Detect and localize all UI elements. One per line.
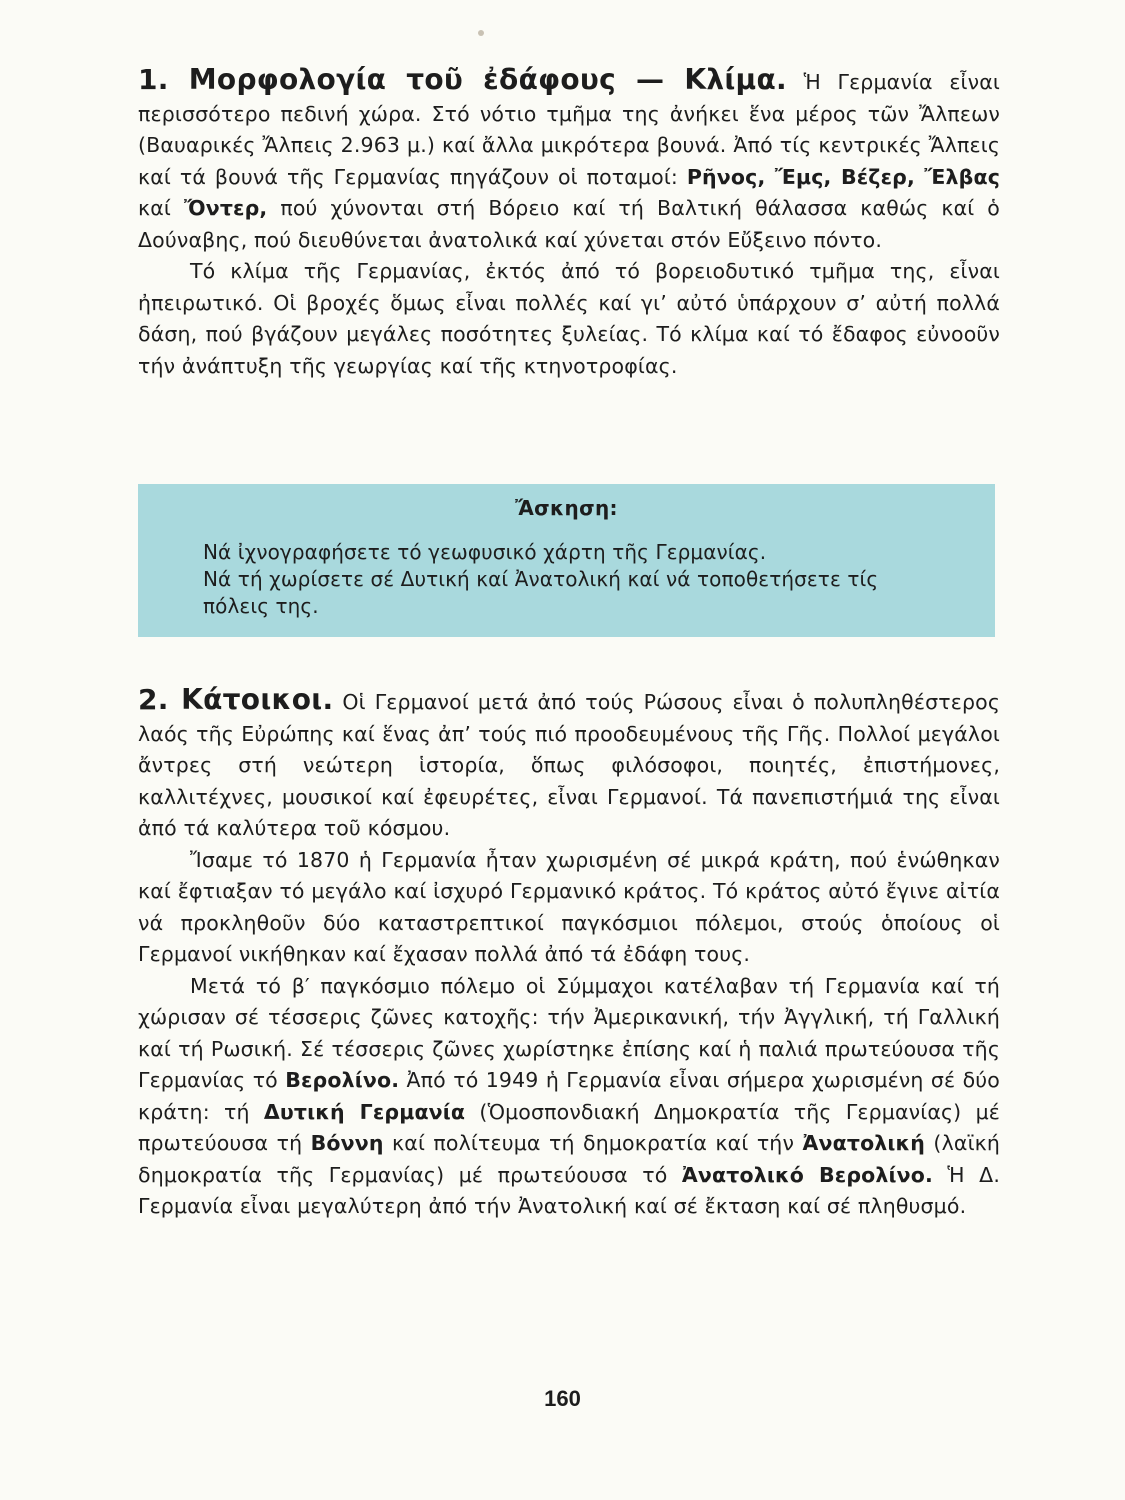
exercise-title: Ἄσκηση: [515,496,618,520]
bold-east-berlin: Ἀνατολικό Βερολίνο. [681,1162,933,1187]
paragraph-morphology [138,64,1000,256]
section-morphology-climate [138,64,1000,382]
text-fragment: καί πολίτευμα τή δημοκρατία καί τήν [383,1131,803,1155]
bold-west-germany: Δυτική Γερμανία [263,1099,466,1124]
bold-east: Ἀνατολική [802,1131,926,1155]
bold-bonn: Βόννη [310,1131,384,1155]
text-fragment: Ἡ Γερμανία εἶναι περισσότερο πεδινή χώρα. Στό νότιο τμῆμα της ἀνήκει ἕνα μέρος τῶν Ἄλπεων (Βαυαρικές Ἄλπεις 2.963 μ.) καί ἄλλα μικρότερα βουνά. Ἀπό τίς κεντρικές Ἄλπεις καί τά βουνά τῆς Γερμανίας πηγάζουν οἱ ποταμοί: [138,70,1000,189]
paragraph-inhabitants [138,684,1000,845]
section-heading-inhabitants: 2. Κάτοικοι. [138,683,334,716]
text-fragment: Ἀπό τό 1949 ἡ Γερμανία εἶναι σήμερα χωρισμένη σέ δύο κράτη: τή [138,1068,1000,1124]
section-inhabitants [138,684,1000,1223]
text-fragment: πού χύνονται στή Βόρειο καί τή Βαλτική θάλασσα καθώς καί ὁ Δούναβης, πού διευθύνεται ἀνατολικά καί χύνεται στόν Εὔξεινο πόντο. [138,196,1000,252]
text-fragment: (λαϊκή δημοκρατία τῆς Γερμανίας) μέ πρωτεύουσα τό [138,1131,1000,1187]
exercise-text [203,539,923,620]
paragraph-division [138,971,1000,1223]
bold-berlin: Βερολίνο. [285,1068,400,1092]
bold-rivers-list: Ρῆνος, Ἔμς, Βέζερ, Ἔλβας [686,164,1000,189]
exercise-line: Νά ἰχνογραφήσετε τό γεωφυσικό χάρτη τῆς Γερμανίας. [203,540,767,564]
exercise-line: Νά τή χωρίσετε σέ Δυτική καί Ἀνατολική καί νά τοποθετήσετε τίς πόλεις της. [203,567,879,618]
print-speck [478,30,484,36]
text-fragment: (Ὁμοσπονδιακή Δημοκρατία τῆς Γερμανίας) μέ πρωτεύουσα τή [138,1099,1000,1155]
paragraph-history: Ἴσαμε τό 1870 ἡ Γερμανία ἦταν χωρισμένη σέ μικρά κράτη, πού ἑνώθηκαν καί ἔφτιαξαν τό μεγάλο καί ἰσχυρό Γερμανικό κράτος. Τό κράτος αὐτό ἔγινε αἰτία νά προκληθοῦν δύο καταστρεπτικοί παγκόσμιοι πόλεμοι, στούς ὁποίους οἱ Γερμανοί νικήθηκαν καί ἔχασαν πολλά ἀπό τά ἐδάφη τους. [138,847,1000,966]
exercise-box [138,484,995,637]
page-number: 160 [544,1386,581,1411]
section-heading-morphology: 1. Μορφολογία τοῦ ἐδάφους — Κλίμα. [138,63,787,96]
text-fragment: Οἱ Γερμανοί μετά ἀπό τούς Ρώσους εἶναι ὁ πολυπληθέστερος λαός τῆς Εὐρώπης καί ἕνας ἀπ’ τούς πιό προοδευμένους τῆς Γῆς. Πολλοί μεγάλοι ἄντρες στή νεώτερη ἱστορία, ὅπως φιλόσοφοι, ποιητές, ἐπιστήμονες, καλλιτέχνες, μουσικοί καί ἐφευρέτες, εἶναι Γερμανοί. Τά πανεπιστήμιά της εἶναι ἀπό τά καλύτερα τοῦ κόσμου. [138,690,1001,840]
text-fragment: Ἡ Δ. Γερμανία εἶναι μεγαλύτερη ἀπό τήν Ἀνατολική καί σέ ἔκταση καί σέ πληθυσμό. [138,1162,1000,1218]
bold-river-oder: Ὄντερ, [183,196,268,220]
paragraph-climate: Τό κλίμα τῆς Γερμανίας, ἐκτός ἀπό τό βορειοδυτικό τμῆμα της, εἶναι ἠπειρωτικό. Οἱ βροχές ὅμως εἶναι πολλές καί γι’ αὐτό ὑπάρχουν σ’ αὐτή πολλά δάση, πού βγάζουν μεγάλες ποσότητες ξυλείας. Τό κλίμα καί τό ἔδαφος εὐνοοῦν τήν ἀνάπτυξη τῆς γεωργίας καί τῆς κτηνοτροφίας. [138,259,1000,378]
text-fragment: καί [138,196,184,220]
text-fragment: Μετά τό β′ παγκόσμιο πόλεμο οἱ Σύμμαχοι κατέλαβαν τή Γερμανία καί τή χώρισαν σέ τέσσερις ζῶνες κατοχῆς: τήν Ἀμερικανική, τήν Ἀγγλική, τή Γαλλική καί τή Ρωσική. Σέ τέσσερις ζῶνες χωρίστηκε ἐπίσης καί ἡ παλιά πρωτεύουσα τῆς Γερμανίας τό [138,973,1000,1092]
